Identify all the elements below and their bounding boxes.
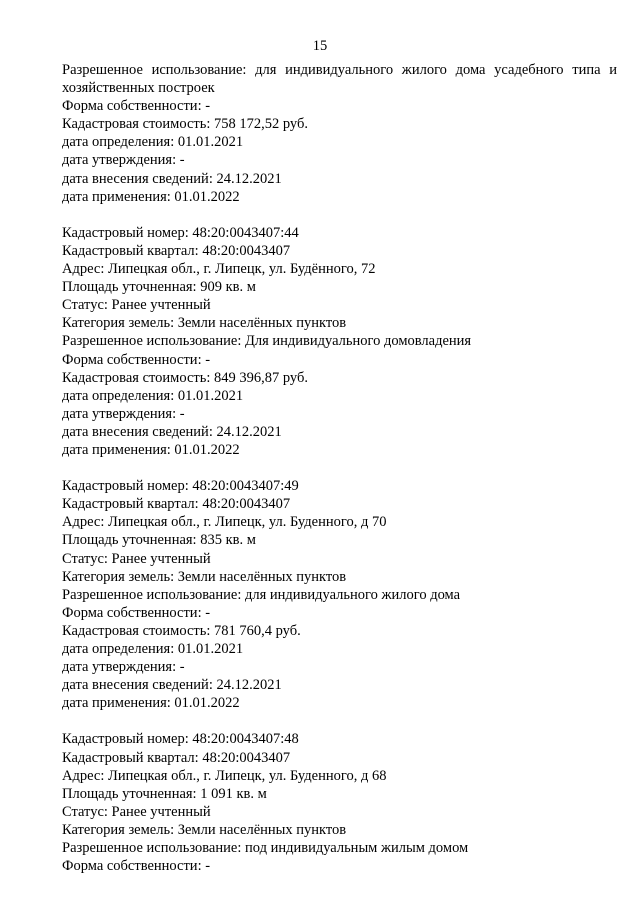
record-line: Кадастровая стоимость: 758 172,52 руб. (62, 116, 308, 133)
record-line: Разрешенное использование: для индивидуального жилого дома усадебного типа и хозяйственных построек (62, 62, 617, 97)
record-line: дата утверждения: - (62, 405, 185, 422)
record-line: Статус: Ранее учтенный (62, 550, 211, 567)
record-line: Форма собственности: - (62, 858, 211, 875)
record-line: Разрешенное использование: Для индивидуального домовладения (62, 333, 472, 350)
record-line: дата определения: 01.01.2021 (62, 134, 244, 151)
record-line: дата внесения сведений: 24.12.2021 (62, 170, 282, 187)
record-line: Кадастровый номер: 48:20:0043407:48 (62, 731, 299, 748)
cadastral-record (62, 730, 617, 875)
record-line: Форма собственности: - (62, 604, 211, 621)
record-line: дата утверждения: - (62, 152, 185, 169)
cadastral-record (62, 224, 617, 459)
record-line: Кадастровый номер: 48:20:0043407:49 (62, 478, 299, 495)
record-line: Кадастровая стоимость: 849 396,87 руб. (62, 369, 308, 386)
record-line: Площадь уточненная: 1 091 кв. м (62, 785, 267, 802)
record-line: Кадастровый номер: 48:20:0043407:44 (62, 224, 299, 241)
block-separator (62, 206, 617, 224)
record-line: Адрес: Липецкая обл., г. Липецк, ул. Будённого, 72 (62, 261, 376, 278)
record-line: Площадь уточненная: 835 кв. м (62, 532, 256, 549)
record-line: Категория земель: Земли населённых пунктов (62, 315, 347, 332)
record-line: Статус: Ранее учтенный (62, 297, 211, 314)
record-line: дата внесения сведений: 24.12.2021 (62, 677, 282, 694)
record-line: дата применения: 01.01.2022 (62, 441, 240, 458)
record-line: Кадастровый квартал: 48:20:0043407 (62, 749, 291, 766)
record-line: Кадастровый квартал: 48:20:0043407 (62, 242, 291, 259)
record-line: Адрес: Липецкая обл., г. Липецк, ул. Буденного, д 68 (62, 767, 387, 784)
page-number: 15 (312, 38, 328, 54)
block-separator (62, 712, 617, 730)
record-line: Категория земель: Земли населённых пунктов (62, 568, 347, 585)
record-line: Адрес: Липецкая обл., г. Липецк, ул. Буденного, д 70 (62, 514, 387, 531)
record-line: Площадь уточненная: 909 кв. м (62, 279, 256, 296)
record-line: дата утверждения: - (62, 659, 185, 676)
record-line: дата определения: 01.01.2021 (62, 641, 244, 657)
record-line: Статус: Ранее учтенный (62, 803, 211, 820)
record-line: Кадастровая стоимость: 781 760,4 руб. (62, 622, 301, 639)
cadastral-record (62, 61, 617, 206)
cadastral-record (62, 477, 617, 712)
record-line: Форма собственности: - (62, 351, 211, 368)
block-separator (62, 459, 617, 477)
record-line: Разрешенное использование: под индивидуальным жилым домом (62, 840, 469, 857)
record-line: Разрешенное использование: для индивидуального жилого дома (62, 586, 461, 603)
record-line: дата применения: 01.01.2022 (62, 695, 240, 712)
document-body (62, 61, 617, 875)
record-line: Кадастровый квартал: 48:20:0043407 (62, 496, 291, 513)
record-line: Форма собственности: - (62, 98, 211, 115)
record-line: дата определения: 01.01.2021 (62, 387, 244, 404)
record-line: Категория земель: Земли населённых пунктов (62, 821, 347, 838)
record-line: дата применения: 01.01.2022 (62, 188, 240, 205)
record-line: дата внесения сведений: 24.12.2021 (62, 423, 282, 440)
